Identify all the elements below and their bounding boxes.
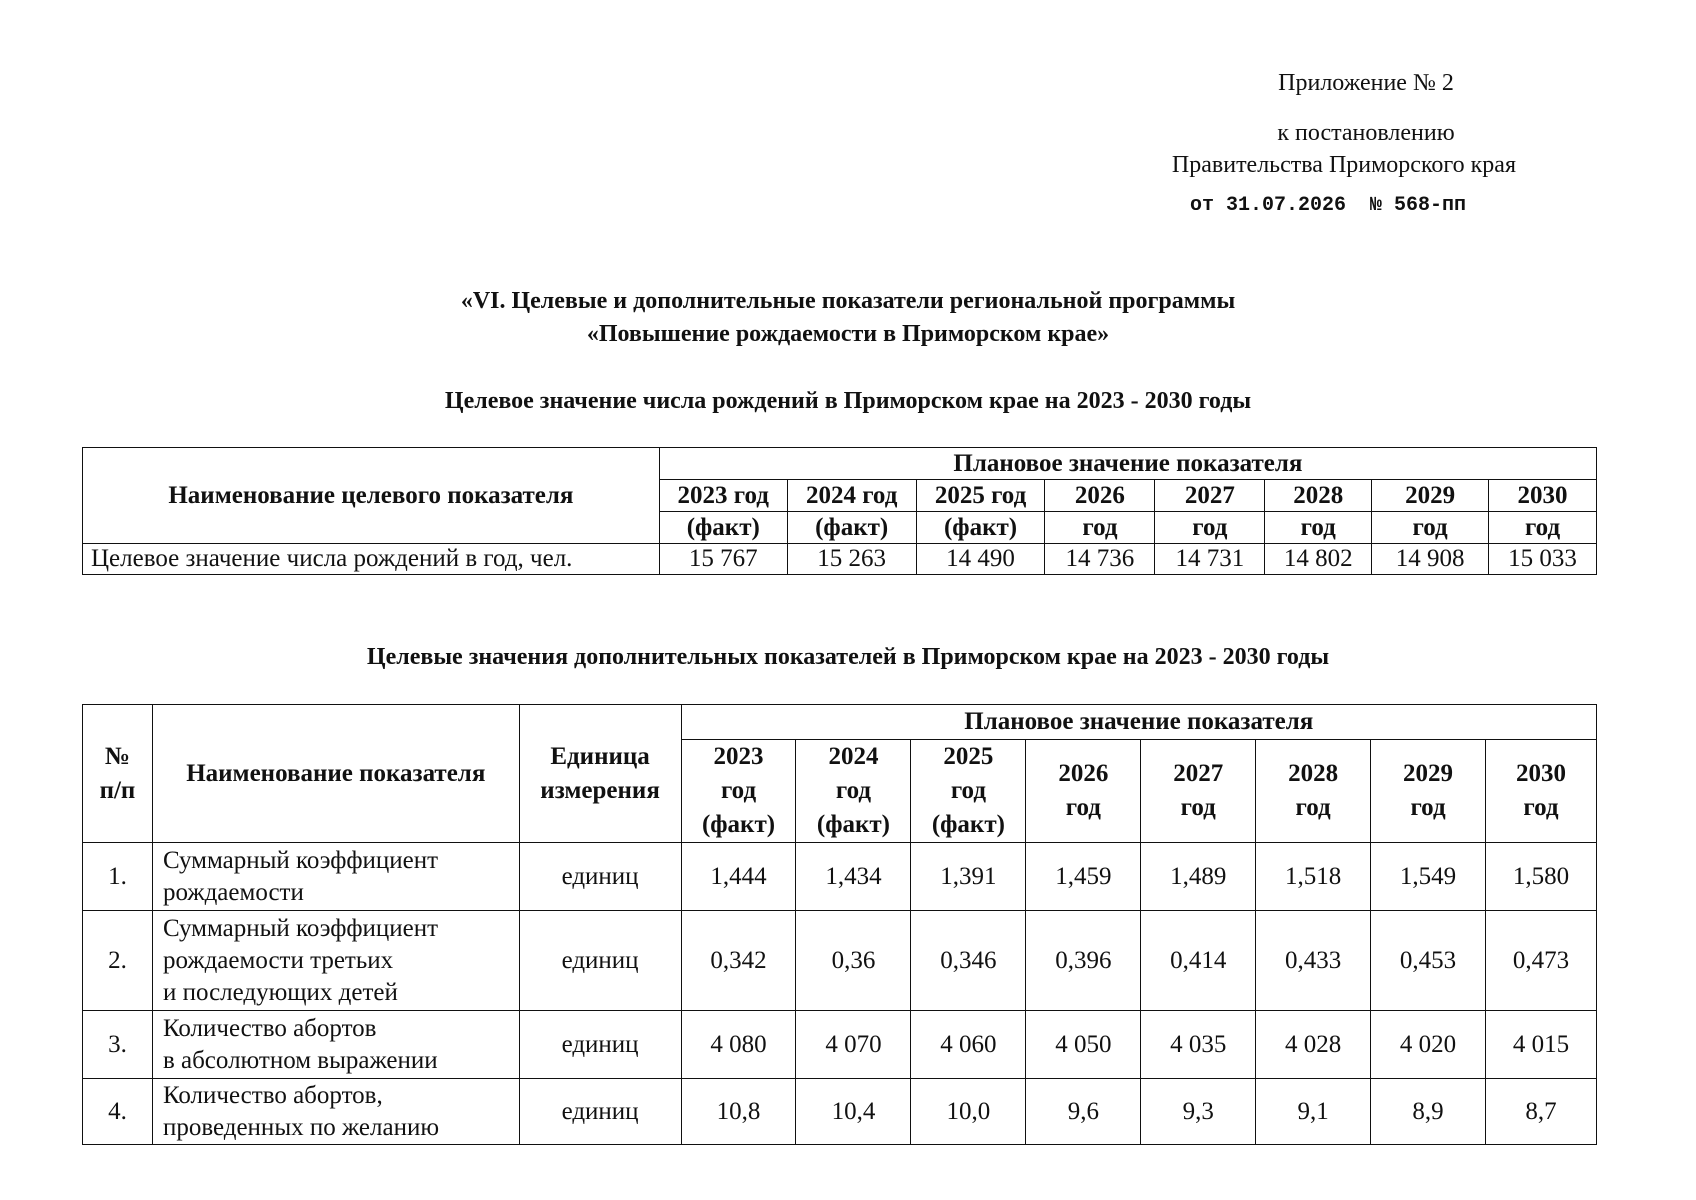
value-cell: 4 080 [681, 1011, 796, 1079]
resolution-stamp: от 31.07.2026 № 568-пп [1190, 194, 1467, 217]
births-target-table [82, 447, 1597, 575]
value-cell: 1,434 [796, 843, 911, 911]
header-indicator-name: Наименование показателя [152, 705, 519, 843]
value-cell: 15 263 [787, 544, 916, 575]
year-2030-top: 2030 [1489, 480, 1597, 512]
row-number: 3. [83, 1011, 153, 1079]
year-2027: 2027 год [1141, 740, 1256, 843]
additional-indicators-table [82, 704, 1597, 1145]
row-name: Суммарный коэффициент рождаемости [152, 843, 519, 911]
year-2024-top: 2024 год [787, 480, 916, 512]
row-unit: единиц [519, 1079, 681, 1145]
table-row [83, 1079, 1597, 1145]
value-cell: 15 033 [1489, 544, 1597, 575]
row-unit: единиц [519, 911, 681, 1011]
value-cell: 4 050 [1026, 1011, 1141, 1079]
annex-subtitle: к постановлению [1277, 120, 1455, 146]
header-plan-value: Плановое значение показателя [681, 705, 1596, 740]
table2-title: Целевые значения дополнительных показателей в Приморском крае на 2023 - 2030 годы [366, 644, 1330, 670]
value-cell: 4 028 [1256, 1011, 1371, 1079]
row-name: Количество абортов, проведенных по желанию [152, 1079, 519, 1145]
year-2029-top: 2029 [1372, 480, 1489, 512]
row-name: Количество абортов в абсолютном выражении [152, 1011, 519, 1079]
value-cell: 10,8 [681, 1079, 796, 1145]
header-number [83, 705, 153, 843]
year-2026-bottom: год [1045, 512, 1155, 544]
header-indicator-name: Наименование целевого показателя [83, 448, 660, 544]
year-2024: 2024 год (факт) [796, 740, 911, 843]
header-number-a: № [104, 742, 131, 770]
value-cell: 1,391 [911, 843, 1026, 911]
table-row [83, 911, 1597, 1011]
value-cell: 9,6 [1026, 1079, 1141, 1145]
year-2027-bottom: год [1155, 512, 1265, 544]
row-unit: единиц [519, 843, 681, 911]
row-number: 4. [83, 1079, 153, 1145]
year-2029-bottom: год [1372, 512, 1489, 544]
annex-authority: Правительства Приморского края [1171, 152, 1516, 178]
value-cell: 1,489 [1141, 843, 1256, 911]
value-cell: 14 731 [1155, 544, 1265, 575]
value-cell: 1,580 [1485, 843, 1596, 911]
value-cell: 8,9 [1371, 1079, 1486, 1145]
value-cell: 1,518 [1256, 843, 1371, 911]
row-number: 1. [83, 843, 153, 911]
section-heading-line1: «VI. Целевые и дополнительные показатели региональной программы [460, 288, 1236, 314]
annex-title: Приложение № 2 [1278, 70, 1454, 96]
year-2028: 2028 год [1256, 740, 1371, 843]
value-cell: 14 802 [1265, 544, 1372, 575]
value-cell: 0,473 [1485, 911, 1596, 1011]
year-2023-top: 2023 год [659, 480, 787, 512]
section-heading-line2: «Повышение рождаемости в Приморском крае» [586, 321, 1110, 347]
table-row [83, 544, 1597, 575]
row-label: Целевое значение числа рождений в год, чел. [83, 544, 660, 575]
header-unit [519, 705, 681, 843]
year-2025: 2025 год (факт) [911, 740, 1026, 843]
value-cell: 4 060 [911, 1011, 1026, 1079]
row-name: Суммарный коэффициент рождаемости третьих и последующих детей [152, 911, 519, 1011]
value-cell: 1,444 [681, 843, 796, 911]
value-cell: 9,1 [1256, 1079, 1371, 1145]
value-cell: 10,0 [911, 1079, 1026, 1145]
table1-title: Целевое значение числа рождений в Приморском крае на 2023 - 2030 годы [444, 388, 1252, 414]
year-2026-top: 2026 [1045, 480, 1155, 512]
header-plan-value: Плановое значение показателя [659, 448, 1596, 480]
value-cell: 0,346 [911, 911, 1026, 1011]
value-cell: 15 767 [659, 544, 787, 575]
value-cell: 1,549 [1371, 843, 1486, 911]
value-cell: 0,433 [1256, 911, 1371, 1011]
header-unit-a: Единица [550, 742, 650, 770]
value-cell: 9,3 [1141, 1079, 1256, 1145]
year-2028-bottom: год [1265, 512, 1372, 544]
year-2030: 2030 год [1485, 740, 1596, 843]
year-2023-bottom: (факт) [659, 512, 787, 544]
year-2024-bottom: (факт) [787, 512, 916, 544]
year-2025-top: 2025 год [916, 480, 1045, 512]
value-cell: 0,342 [681, 911, 796, 1011]
row-number: 2. [83, 911, 153, 1011]
year-2029: 2029 год [1371, 740, 1486, 843]
value-cell: 0,36 [796, 911, 911, 1011]
year-2026: 2026 год [1026, 740, 1141, 843]
value-cell: 0,453 [1371, 911, 1486, 1011]
value-cell: 0,396 [1026, 911, 1141, 1011]
year-2025-bottom: (факт) [916, 512, 1045, 544]
value-cell: 1,459 [1026, 843, 1141, 911]
row-unit: единиц [519, 1011, 681, 1079]
value-cell: 14 490 [916, 544, 1045, 575]
value-cell: 4 035 [1141, 1011, 1256, 1079]
table-row [83, 843, 1597, 911]
year-2028-top: 2028 [1265, 480, 1372, 512]
value-cell: 4 070 [796, 1011, 911, 1079]
value-cell: 14 908 [1372, 544, 1489, 575]
value-cell: 8,7 [1485, 1079, 1596, 1145]
table-row [83, 1011, 1597, 1079]
header-number-b: п/п [99, 776, 136, 804]
header-unit-b: измерения [540, 776, 660, 804]
value-cell: 4 015 [1485, 1011, 1596, 1079]
value-cell: 14 736 [1045, 544, 1155, 575]
year-2023: 2023 год (факт) [681, 740, 796, 843]
value-cell: 10,4 [796, 1079, 911, 1145]
value-cell: 4 020 [1371, 1011, 1486, 1079]
value-cell: 0,414 [1141, 911, 1256, 1011]
year-2027-top: 2027 [1155, 480, 1265, 512]
year-2030-bottom: год [1489, 512, 1597, 544]
